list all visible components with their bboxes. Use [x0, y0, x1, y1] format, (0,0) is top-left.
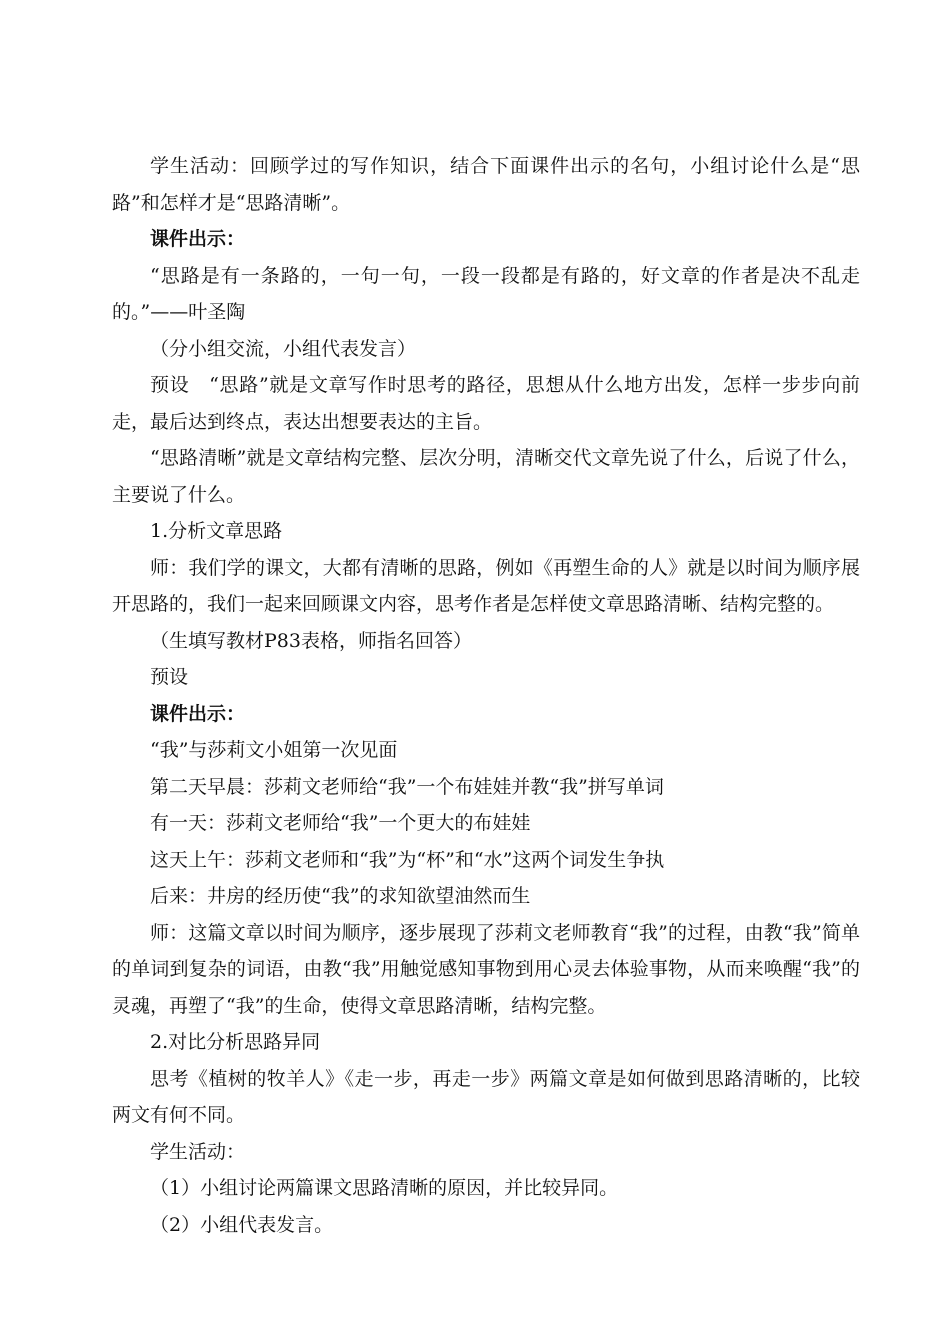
timeline-item-one-day: 有一天：莎莉文老师给“我”一个更大的布娃娃 [150, 812, 531, 834]
paragraph-compare-question: 思考《植树的牧羊人》《走一步，再走一步》两篇文章是如何做到思路清晰的，比较两文有何不同。 [112, 1067, 860, 1126]
heading-courseware-display: 课件出示： [150, 228, 246, 250]
paragraph-student-activity-label: 学生活动： [150, 1140, 246, 1163]
timeline-item-later: 后来：井房的经历使“我”的求知欲望油然而生 [150, 885, 531, 907]
timeline-item-this-morning: 这天上午：莎莉文老师和“我”为“杯”和“水”这两个词发生争执 [150, 848, 665, 871]
timeline-item-first-meeting: “我”与莎莉文小姐第一次见面 [150, 739, 398, 761]
section-heading-analyze-thinking: 1.分析文章思路 [150, 520, 283, 542]
paragraph-clear-thinking-definition: “思路清晰”就是文章结构完整、层次分明，清晰交代文章先说了什么，后说了什么，主要说了什么。 [112, 447, 860, 506]
paragraph-teacher-intro: 师：我们学的课文，大都有清晰的思路，例如《再塑生命的人》就是以时间为顺序展开思路的，我们一起来回顾课文内容，思考作者是怎样使文章思路清晰、结构完整的。 [112, 556, 860, 615]
document-body [112, 148, 860, 1243]
heading-courseware-display-2: 课件出示： [150, 702, 246, 725]
paragraph-group-exchange-note: （分小组交流，小组代表发言） [150, 337, 417, 360]
paragraph-preset-label: 预设 [150, 666, 189, 688]
paragraph-textbook-table-note: （生填写教材P83表格，师指名回答） [150, 629, 472, 652]
paragraph-quote-ye-shengtao: “思路是有一条路的，一句一句，一段一段都是有路的，好文章的作者是决不乱走的。”——叶圣陶 [112, 264, 860, 323]
timeline-item-second-morning: 第二天早晨：莎莉文老师给“我”一个布娃娃并教“我”拼写单词 [150, 775, 664, 798]
section-heading-compare-thinking: 2.对比分析思路异同 [150, 1031, 321, 1053]
paragraph-preset-definition: 预设 “思路”就是文章写作时思考的路径，思想从什么地方出发，怎样一步步向前走，最后达到终点，表达出想要表达的主旨。 [112, 374, 860, 433]
list-item-group-discussion: （1）小组讨论两篇课文思路清晰的原因，并比较异同。 [150, 1177, 619, 1199]
list-item-group-speech: （2）小组代表发言。 [150, 1213, 334, 1236]
paragraph-student-activity-intro: 学生活动：回顾学过的写作知识，结合下面课件出示的名句，小组讨论什么是“思路”和怎样才是“思路清晰”。 [112, 155, 860, 214]
paragraph-teacher-summary: 师：这篇文章以时间为顺序，逐步展现了莎莉文老师教育“我”的过程，由教“我”简单的单词到复杂的词语，由教“我”用触觉感知事物到用心灵去体验事物，从而来唤醒“我”的灵魂，再塑了“我”的生命，使得文章思路清晰，结构完整。 [112, 921, 860, 1017]
